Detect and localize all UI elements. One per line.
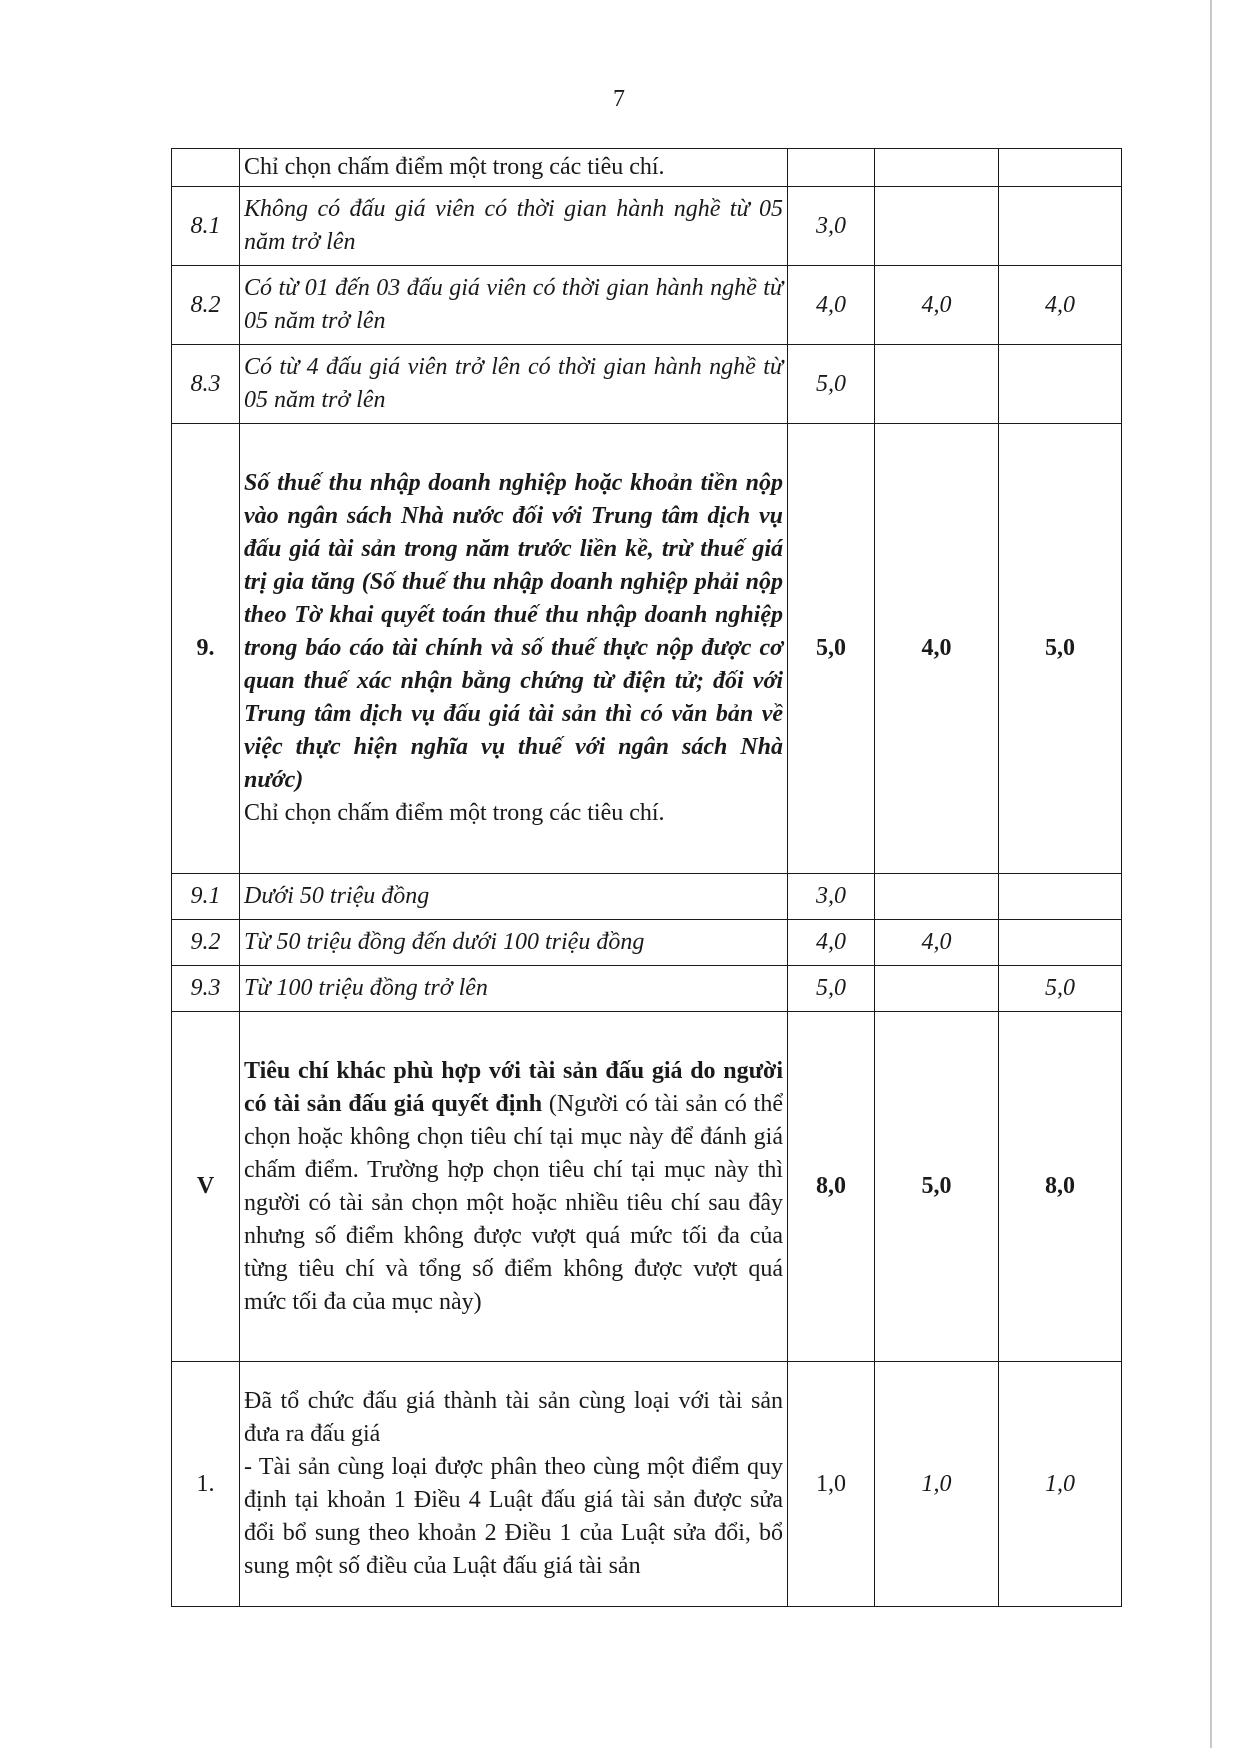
score-b: 5,0 (999, 424, 1122, 874)
score-a (875, 149, 999, 187)
criterion-title: Tiêu chí khác phù hợp với tài sản đấu giá do người có tài sản đấu giá quyết định (244, 1057, 783, 1117)
criterion-text: Có từ 01 đến 03 đấu giá viên có thời gian hành nghề từ 05 năm trở lên (240, 266, 788, 345)
score-a: 4,0 (875, 424, 999, 874)
page-number: 7 (613, 86, 625, 112)
row-number: 9.1 (172, 874, 240, 920)
table-row (172, 424, 1122, 874)
score-b (999, 920, 1122, 966)
score-a (875, 966, 999, 1012)
row-number: 9. (172, 424, 240, 874)
row-number: 9.3 (172, 966, 240, 1012)
criteria-table (171, 148, 1122, 1607)
criterion-text (240, 1362, 788, 1607)
score-b: 8,0 (999, 1012, 1122, 1362)
max-score: 4,0 (788, 266, 875, 345)
score-b: 1,0 (999, 1362, 1122, 1607)
max-score: 5,0 (788, 966, 875, 1012)
table-row (172, 920, 1122, 966)
score-a: 5,0 (875, 1012, 999, 1362)
score-b: 5,0 (999, 966, 1122, 1012)
table-row (172, 966, 1122, 1012)
row-number: 8.1 (172, 187, 240, 266)
criterion-text (240, 424, 788, 874)
criterion-text: Từ 100 triệu đồng trở lên (240, 966, 788, 1012)
table-row (172, 187, 1122, 266)
criterion-text: Từ 50 triệu đồng đến dưới 100 triệu đồng (240, 920, 788, 966)
criterion-text: Dưới 50 triệu đồng (240, 874, 788, 920)
row-number: 9.2 (172, 920, 240, 966)
criterion-title: Đã tổ chức đấu giá thành tài sản cùng loại với tài sản đưa ra đấu giá (244, 1388, 783, 1447)
criterion-note: (Người có tài sản có thể chọn hoặc không chọn tiêu chí tại mục này để đánh giá chấm điểm. Trường hợp chọn tiêu chí tại mục này thì người có tài sản chọn một hoặc nhiều tiêu chí sau đây nhưng số điểm không được vượt quá mức tối đa của từng tiêu chí và tổng số điểm không được vượt quá mức tối đa của mục này) (244, 1090, 783, 1315)
scan-edge (1210, 0, 1212, 1748)
score-b (999, 187, 1122, 266)
max-score: 3,0 (788, 187, 875, 266)
row-number: 8.3 (172, 345, 240, 424)
criterion-text: Không có đấu giá viên có thời gian hành nghề từ 05 năm trở lên (240, 187, 788, 266)
score-a: 4,0 (875, 266, 999, 345)
row-number: 1. (172, 1362, 240, 1607)
criterion-text: Chỉ chọn chấm điểm một trong các tiêu chí. (240, 149, 788, 187)
row-number: V (172, 1012, 240, 1362)
max-score: 8,0 (788, 1012, 875, 1362)
table-row (172, 345, 1122, 424)
max-score: 3,0 (788, 874, 875, 920)
score-b: 4,0 (999, 266, 1122, 345)
table-row (172, 266, 1122, 345)
score-b (999, 149, 1122, 187)
score-a (875, 345, 999, 424)
table-row (172, 149, 1122, 187)
criterion-text: Có từ 4 đấu giá viên trở lên có thời gian hành nghề từ 05 năm trở lên (240, 345, 788, 424)
score-a: 1,0 (875, 1362, 999, 1607)
row-number (172, 149, 240, 187)
table-row (172, 874, 1122, 920)
criterion-title: Số thuế thu nhập doanh nghiệp hoặc khoản tiền nộp vào ngân sách Nhà nước đối với Trung tâm dịch vụ đấu giá tài sản trong năm trước liền kề, trừ thuế giá trị gia tăng (Số thuế thu nhập doanh nghiệp phải nộp theo Tờ khai quyết toán thuế thu nhập doanh nghiệp trong báo cáo tài chính và số thuế thực nộp được cơ quan thuế xác nhận bằng chứng từ điện tử; đối với Trung tâm dịch vụ đấu giá tài sản thì có văn bản về việc thực hiện nghĩa vụ thuế với ngân sách Nhà nước) (244, 470, 783, 793)
max-score: 5,0 (788, 424, 875, 874)
criterion-note: Chỉ chọn chấm điểm một trong các tiêu chí. (244, 800, 665, 826)
table-row (172, 1362, 1122, 1607)
max-score: 4,0 (788, 920, 875, 966)
score-a (875, 187, 999, 266)
score-a (875, 874, 999, 920)
score-a: 4,0 (875, 920, 999, 966)
max-score (788, 149, 875, 187)
criterion-text (240, 1012, 788, 1362)
max-score: 1,0 (788, 1362, 875, 1607)
table-row (172, 1012, 1122, 1362)
criterion-note: - Tài sản cùng loại được phân theo cùng một điểm quy định tại khoản 1 Điều 4 Luật đấu giá tài sản được sửa đổi bổ sung theo khoản 2 Điều 1 của Luật sửa đổi, bổ sung một số điều của Luật đấu giá tài sản (244, 1454, 783, 1579)
score-b (999, 874, 1122, 920)
max-score: 5,0 (788, 345, 875, 424)
score-b (999, 345, 1122, 424)
row-number: 8.2 (172, 266, 240, 345)
